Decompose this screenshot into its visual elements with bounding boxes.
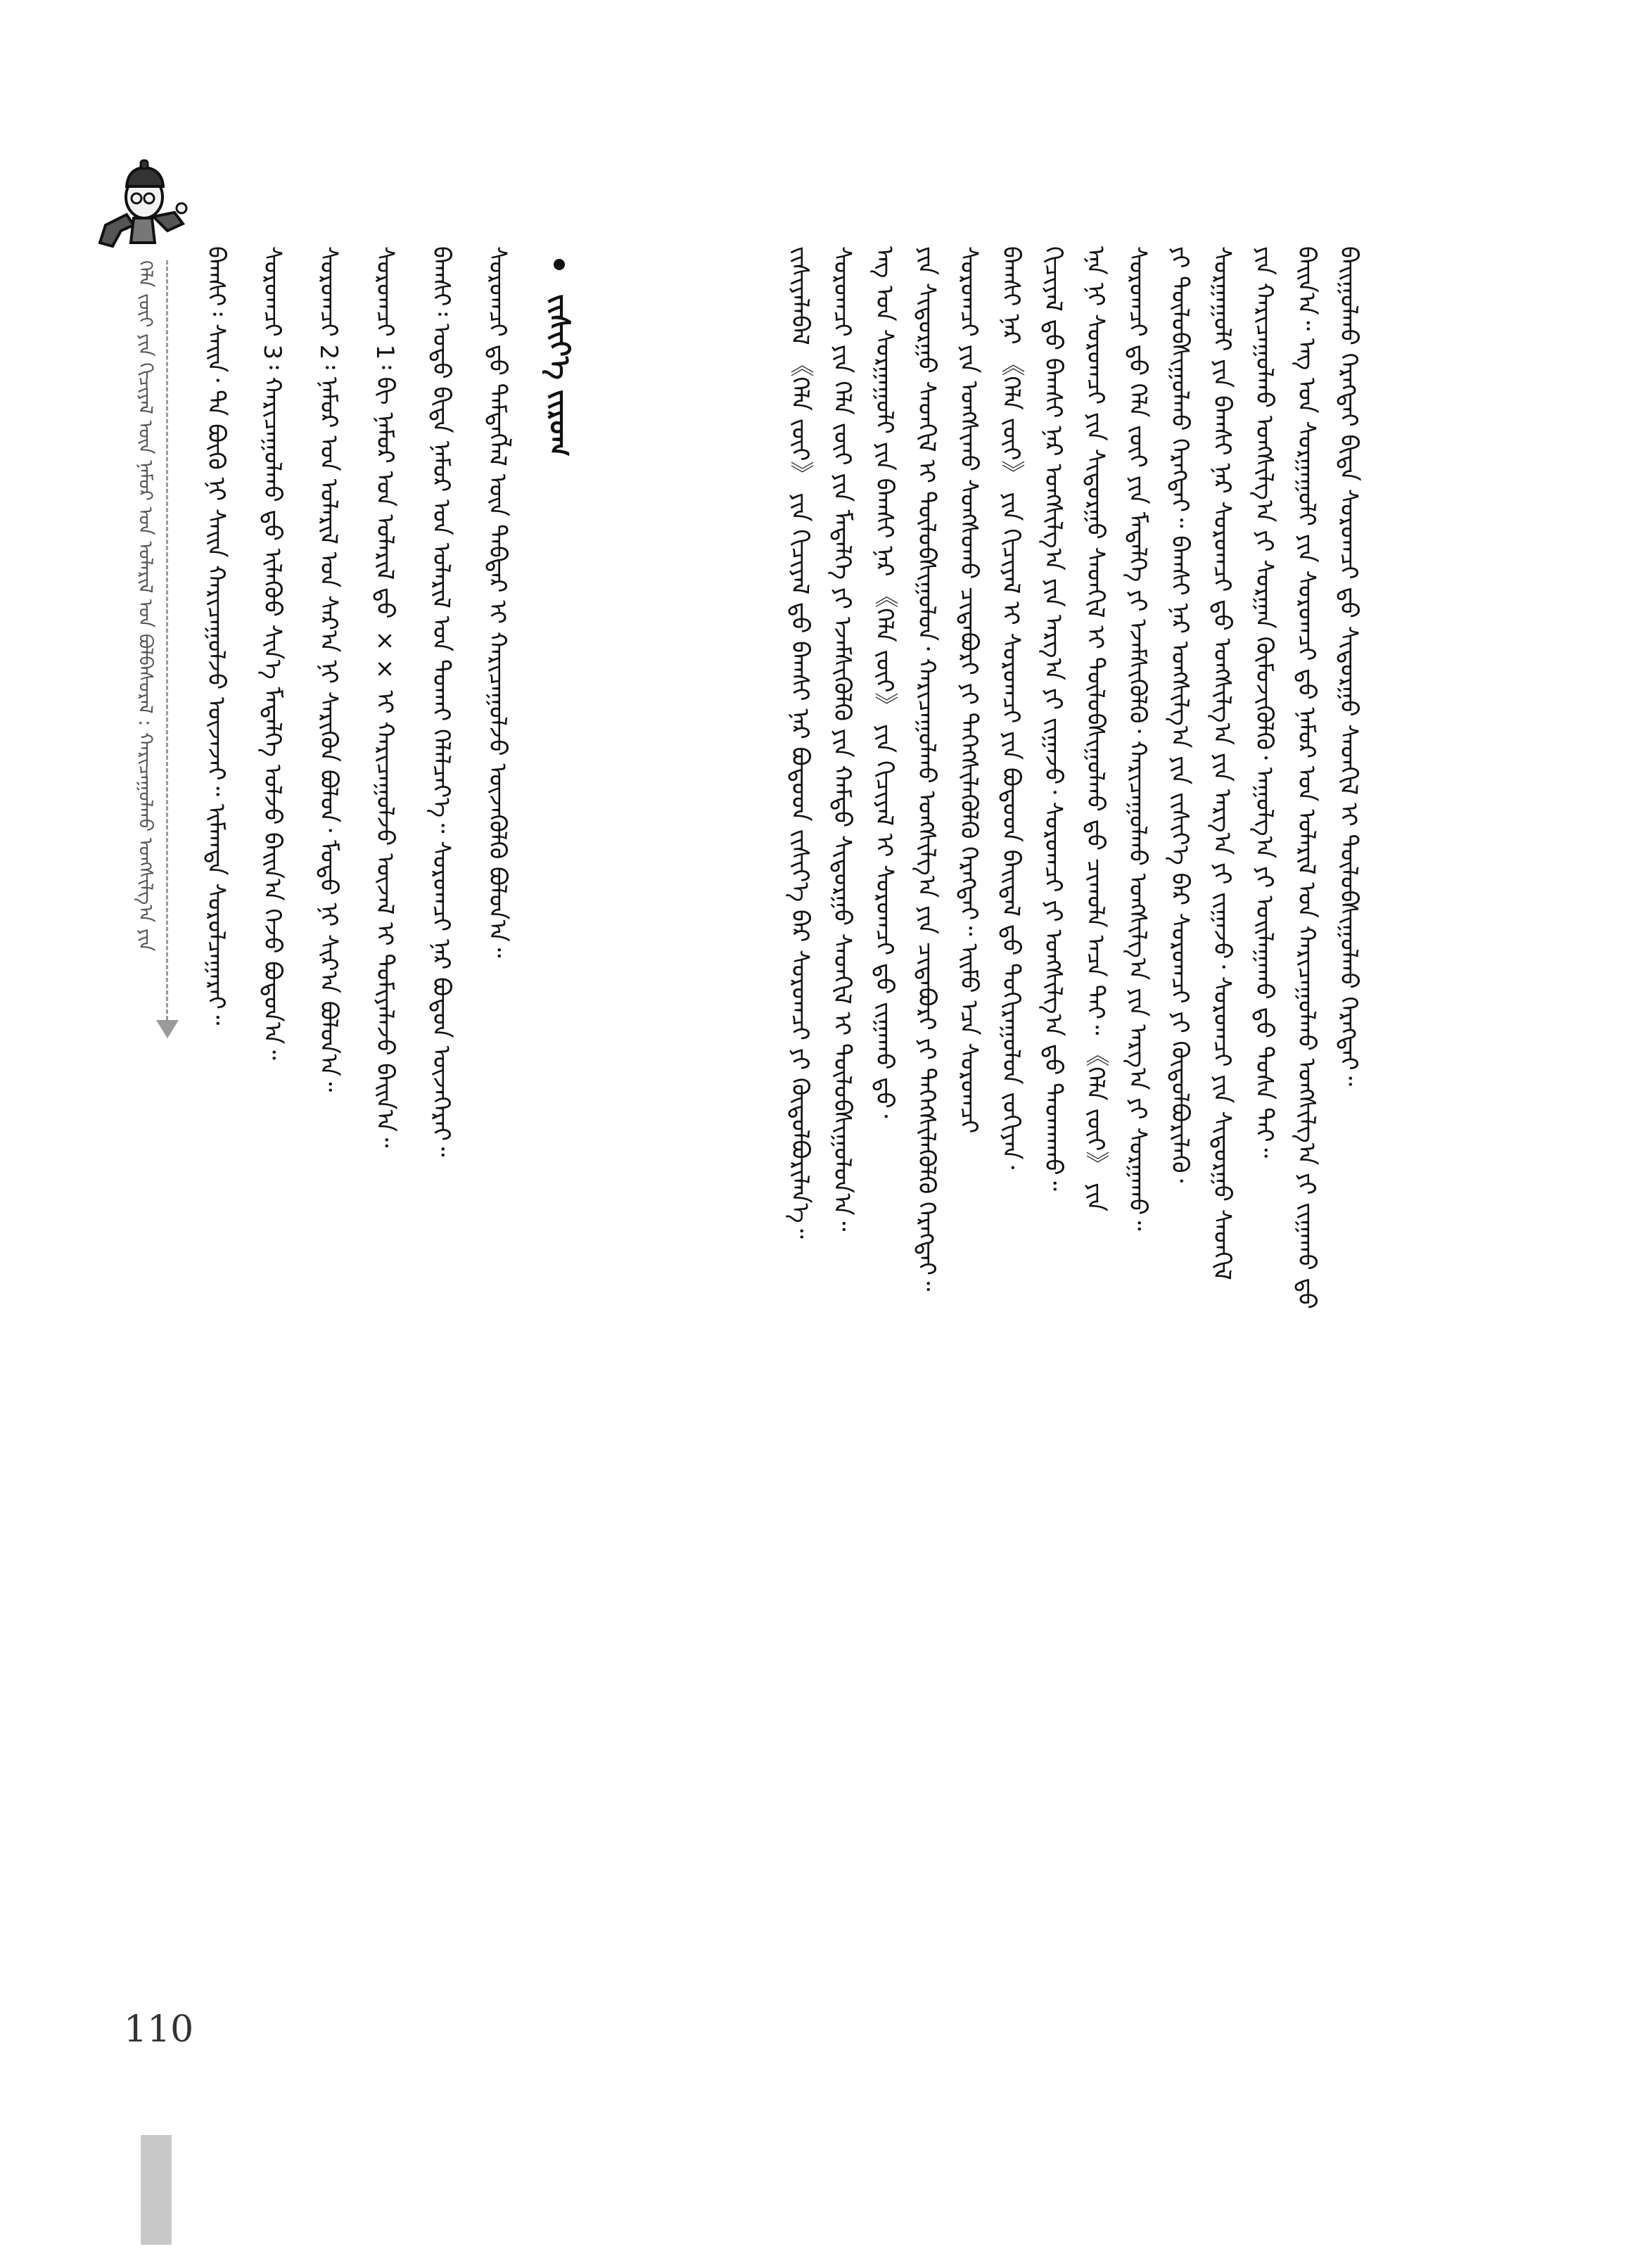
body-line: ᠶᠢᠨ ᠰᠢᠳᠤᠷᠭᠤ ᠰᠡᠳᠬᠢᠯ ᠢ ᠲᠥᠯᠥᠪᠰᠢᠭᠤᠯᠤᠨ᠂ ᠬᠠᠷᠢᠴᠠᠭᠤᠯᠬᠤ ᠤᠩᠰᠢᠯᠭ᠎ᠠ ᠶᠢᠨ ᠴᠢᠳᠠᠪᠤᠷᠢ ᠶᠢ ᠳᠡᠭᠡᠭᠰᠢᠯᠡᠭᠦᠯᠬᠦ ᠬᠡᠷᠡᠭᠲᠡᠢ᠃ <box>912 246 941 1292</box>
running-head-arrow-icon <box>156 1020 179 1038</box>
example-line: ᠰᠤᠷᠤᠭᠴᠢ 3᠄ ᠬᠠᠷᠢᠴᠠᠭᠤᠯᠬᠤ ᠳ᠋ᠤ ᠢᠯᠡᠭᠦᠦ ᠰᠢᠨ᠎ᠡ ᠮᠡᠳᠡᠯᠭᠡ ᠣᠯᠵᠤ ᠪᠠᠢᠨ᠎ᠠ ᠭᠡᠵᠦ ᠪᠣᠳᠤᠨ᠎ᠠ᠃ <box>258 246 286 1060</box>
example-line: ᠰᠤᠷᠤᠭᠴᠢ 2᠄ ᠨᠠᠮᠤᠷ ᠤᠨ ᠤᠯᠠᠷᠢᠯ ᠤᠨ ᠰᠠᠷ᠎ᠠ ᠨᠢ ᠰᠡᠷᠢᠭᠦᠨ ᠪᠣᠯᠤᠨ᠂ ᠮᠣᠳᠤ ᠨᠢ ᠰᠢᠷ᠎ᠠ ᠪᠣᠯᠤᠨ᠎ᠠ᠃ <box>314 246 343 1092</box>
running-head: ᠬᠡᠯᠡ ᠵᠦᠢ ᠶᠢᠨ ᠬᠢᠴᠢᠶᠡᠯ ᠦᠨ ᠨᠠᠮᠤᠷ ᠤᠨ ᠤᠯᠠᠷᠢᠯ ᠤᠨ ᠪᠣᠯᠪᠠᠰᠤᠷᠠᠯ : ᠬᠠᠷᠢᠴᠠᠭᠤᠯᠬᠤ ᠤᠩᠰᠢᠯᠭ᠎ᠠ ᠶᠢᠨ <box>134 260 156 952</box>
mascot-boy-illustration <box>84 148 190 253</box>
body-line: ᠶᠢ ᠲᠥᠯᠥᠪᠰᠢᠭᠤᠯᠬᠤ ᠬᠡᠷᠡᠭᠲᠡᠢ᠃ ᠪᠠᠭᠰᠢ ᠨᠠᠷ ᠤᠩᠰᠢᠯᠭ᠎ᠠ ᠶᠢᠨ ᠵᠢᠱᠢᠶ᠎ᠡ ᠪᠡᠷ ᠰᠤᠷᠤᠭᠴᠢ ᠶᠢ ᠬᠥᠲᠦᠯᠪᠦᠷᠢᠯᠡᠬᠦ᠂ <box>1166 246 1194 1183</box>
body-line: ᠰᠤᠷᠤᠭᠴᠢ ᠳ᠋ᠤ ᠬᠡᠯᠡ ᠵᠦᠢ ᠶᠢᠨ ᠮᠡᠳᠡᠯᠭᠡ ᠶᠢ ᠡᠵᠡᠮᠰᠢᠭᠦᠯᠬᠦ᠂ ᠬᠠᠷᠢᠴᠠᠭᠤᠯᠬᠤ ᠤᠩᠰᠢᠯᠭ᠎ᠠ ᠶᠢᠨ ᠠᠷᠭ᠎ᠠ ᠶᠢ ᠰᠤᠷᠭᠠᠬᠤ᠃ <box>1123 246 1152 1231</box>
body-line: ᠡᠨᠡ ᠨᠢ ᠰᠤᠷᠤᠭᠴᠢ ᠶᠢᠨ ᠰᠢᠳᠤᠷᠭᠤ ᠰᠡᠳᠬᠢᠯ ᠢ ᠲᠥᠯᠥᠪᠰᠢᠭᠤᠯᠬᠤ ᠳ᠋ᠤ ᠴᠢᠬᠤᠯᠠ ᠠᠴᠠ ᠲᠠᠢ᠃ 《ᠬᠡᠯᠡ ᠵᠦᠢ》 ᠶᠢᠨ <box>1081 246 1109 1212</box>
body-line: ᠰᠤᠷᠭᠠᠭᠤᠯᠢ ᠶᠢᠨ ᠪᠠᠭᠰᠢ ᠨᠠᠷ ᠰᠤᠷᠤᠭᠴᠢ ᠳ᠋ᠤ ᠤᠩᠰᠢᠯᠭ᠎ᠠ ᠶᠢᠨ ᠠᠷᠭ᠎ᠠ ᠶᠢ ᠵᠢᠭᠠᠵᠤ᠂ ᠰᠤᠷᠤᠭᠴᠢ ᠶᠢᠨ ᠰᠢᠳᠤᠷᠭᠤ ᠰᠡᠳᠬᠢᠯ <box>1208 246 1236 1280</box>
example-line: ᠰᠤᠷᠤᠭᠴᠢ 1᠄ ᠪᠢ ᠨᠠᠮᠤᠷ ᠤᠨ ᠤᠯᠠᠷᠢᠯ ᠳ᠋ᠤ ×× ᠢ ᠬᠠᠷᠢᠴᠠᠭᠤᠯᠵᠤ ᠦᠵᠡᠯ ᠢ ᠲᠣᠮᠢᠶᠠᠯᠠᠵᠤ ᠪᠠᠢᠨ᠎ᠠ᠃ <box>371 246 399 1148</box>
section-heading-text: ᠵᠢᠱᠢᠶ᠎ᠡ ᠵᠢᠷᠤᠭ <box>543 293 575 457</box>
running-head-rule <box>166 260 168 1020</box>
example-line: ᠪᠠᠭᠰᠢ᠄ ᠰᠠᠢᠨ᠂ ᠲᠠ ᠪᠦᠬᠦ ᠨᠢ ᠰᠠᠢᠨ ᠬᠠᠷᠢᠴᠠᠭᠤᠯᠵᠤ ᠦᠵᠡᠵᠡᠢ᠃ ᠢᠮᠠᠭᠲᠠ ᠰᠤᠷᠤᠯᠴᠠᠭᠠᠷᠠᠢ᠃ <box>202 246 230 1026</box>
body-line: ᠬᠢᠴᠢᠶᠡᠯ ᠳ᠋ᠤ ᠪᠠᠭᠰᠢ ᠨᠠᠷ ᠤᠩᠰᠢᠯᠭ᠎ᠠ ᠶᠢᠨ ᠠᠷᠭ᠎ᠠ ᠶᠢ ᠵᠢᠭᠠᠵᠤ᠂ ᠰᠤᠷᠤᠭᠴᠢ ᠶᠢ ᠤᠩᠰᠢᠯᠭ᠎ᠠ ᠳ᠋ᠤ ᠳᠠᠳᠬᠠᠬᠤ᠃ <box>1039 246 1067 1191</box>
body-line: ᠰᠤᠷᠤᠭᠴᠢ ᠶᠢᠨ ᠤᠩᠰᠢᠬᠤ ᠰᠣᠩᠰᠤᠬᠤ ᠴᠢᠳᠠᠪᠤᠷᠢ ᠶᠢ ᠳᠡᠭᠡᠭᠰᠢᠯᠡᠭᠦᠯᠬᠦ ᠬᠡᠷᠡᠭᠲᠡᠢ᠃ ᠡᠢᠮᠦ ᠡᠴᠡ ᠰᠤᠷᠤᠭᠴᠢ <box>955 246 983 1134</box>
bullet-icon <box>554 259 565 270</box>
body-line: ᠪᠠᠢᠨ᠎ᠠ᠃ ᠡᠩ ᠤᠨ ᠰᠤᠷᠭᠠᠭᠤᠯᠢ ᠶᠢᠨ ᠰᠤᠷᠤᠭᠴᠢ ᠳ᠋ᠤ ᠨᠠᠮᠤᠷ ᠤᠨ ᠤᠯᠠᠷᠢᠯ ᠤᠨ ᠬᠠᠷᠢᠴᠠᠭᠤᠯᠬᠤ ᠤᠩᠰᠢᠯᠭ᠎ᠠ ᠶᠢ ᠵᠢᠭᠠᠬᠤ ᠳ᠋ᠤ <box>1292 246 1320 1309</box>
page-side-tab <box>141 2135 172 2245</box>
example-line: ᠪᠠᠭᠰᠢ᠄ ᠣᠳᠣ ᠪᠢᠳᠡ ᠨᠠᠮᠤᠷ ᠤᠨ ᠤᠯᠠᠷᠢᠯ ᠤᠨ ᠲᠤᠬᠠᠢ ᠬᠡᠯᠡᠯᠴᠡᠶ᠎ᠡ᠃ ᠰᠤᠷᠤᠭᠴᠢ ᠨᠠᠷ ᠪᠣᠳᠤᠨ ᠦᠵᠡᠭᠡᠷᠡᠢ᠃ <box>427 246 455 1157</box>
body-line: ᠵᠢᠱᠢᠶᠡᠯᠡᠪᠡᠯ 《ᠬᠡᠯᠡ ᠵᠦᠢ》 ᠶᠢᠨ ᠬᠢᠴᠢᠶᠡᠯ ᠳ᠋ᠤ ᠪᠠᠭᠰᠢ ᠨᠠᠷ ᠪᠣᠳᠤᠳ ᠵᠢᠱᠢᠶ᠎ᠡ ᠪᠡᠷ ᠰᠤᠷᠤᠭᠴᠢ ᠶᠢ ᠬᠥᠲᠦᠯᠪᠦᠷᠢᠯᠡᠨ᠎ᠡ᠃ <box>786 246 814 1239</box>
body-line: ᠶᠢᠨ ᠬᠠᠷᠢᠴᠠᠭᠤᠯᠬᠤ ᠤᠩᠰᠢᠯᠭ᠎ᠠ ᠶᠢ ᠰᠤᠷᠭᠠᠨ ᠬᠥᠮᠦᠵᠢᠭᠦᠯᠬᠦ᠂ ᠠᠭᠤᠯᠭ᠎ᠠ ᠶᠢ ᠣᠢᠯᠠᠭᠠᠬᠤ ᠳ᠋ᠤ ᠳᠤᠰᠠ ᠲᠠᠢ᠃ <box>1250 246 1278 1158</box>
section-heading <box>535 259 584 457</box>
body-line: ᠰᠤᠷᠤᠭᠴᠢ ᠶᠢᠨ ᠬᠡᠯᠡ ᠵᠦᠢ ᠶᠢᠨ ᠮᠡᠳᠡᠯᠭᠡ ᠶᠢ ᠡᠵᠡᠮᠰᠢᠭᠦᠯᠬᠦ ᠶᠢᠨ ᠬᠠᠮᠲᠤ ᠰᠢᠳᠤᠷᠭᠤ ᠰᠡᠳᠬᠢᠯ ᠢ ᠲᠥᠯᠥᠪᠰᠢᠭᠤᠯᠤᠨ᠎ᠠ᠃ <box>828 246 856 1232</box>
body-line: ᠡᠩ ᠤᠨ ᠰᠤᠷᠭᠠᠭᠤᠯᠢ ᠶᠢᠨ ᠪᠠᠭᠰᠢ ᠨᠠᠷ 《ᠬᠡᠯᠡ ᠵᠦᠢ》 ᠶᠢᠨ ᠬᠢᠴᠢᠶᠡᠯ ᠢ ᠰᠤᠷᠤᠭᠴᠢ ᠳ᠋ᠤ ᠵᠢᠭᠠᠬᠤ ᠳ᠋ᠤ᠂ <box>870 246 898 1119</box>
body-line: ᠪᠠᠭᠰᠢ ᠨᠠᠷ 《ᠬᠡᠯᠡ ᠵᠦᠢ》 ᠶᠢᠨ ᠬᠢᠴᠢᠶᠡᠯ ᠢ ᠰᠤᠷᠤᠭᠴᠢ ᠶᠢᠨ ᠪᠣᠳᠤᠳ ᠪᠠᠢᠳᠠᠯ ᠳ᠋ᠤ ᠲᠣᠬᠢᠷᠠᠭᠤᠯᠤᠨ ᠵᠣᠬᠢᠶᠠᠨ᠂ <box>997 246 1025 1170</box>
page-number: 110 <box>124 2008 194 2051</box>
body-line: ᠪᠠᠢᠭᠤᠯᠬᠤ ᠬᠡᠷᠡᠭᠲᠡᠢ ᠪᠢᠳᠡ ᠰᠤᠷᠤᠭᠴᠢ ᠳ᠋ᠤ ᠰᠢᠳᠤᠷᠭᠤ ᠰᠡᠳᠬᠢᠯ ᠢ ᠲᠥᠯᠥᠪᠰᠢᠭᠤᠯᠬᠤ ᠬᠡᠷᠡᠭᠲᠡᠢ᠃ <box>1334 246 1363 1086</box>
example-line: ᠰᠤᠷᠤᠭᠴᠢ ᠳ᠋ᠤ ᠲᠡᠮᠳᠡᠭᠯᠡᠯ ᠦᠨ ᠳᠡᠪᠲᠡᠷ ᠢ ᠬᠠᠷᠢᠴᠠᠭᠤᠯᠵᠤ ᠦᠵᠡᠭᠦᠯᠬᠦ ᠪᠣᠯᠤᠨ᠎ᠠ᠃ <box>483 246 511 958</box>
